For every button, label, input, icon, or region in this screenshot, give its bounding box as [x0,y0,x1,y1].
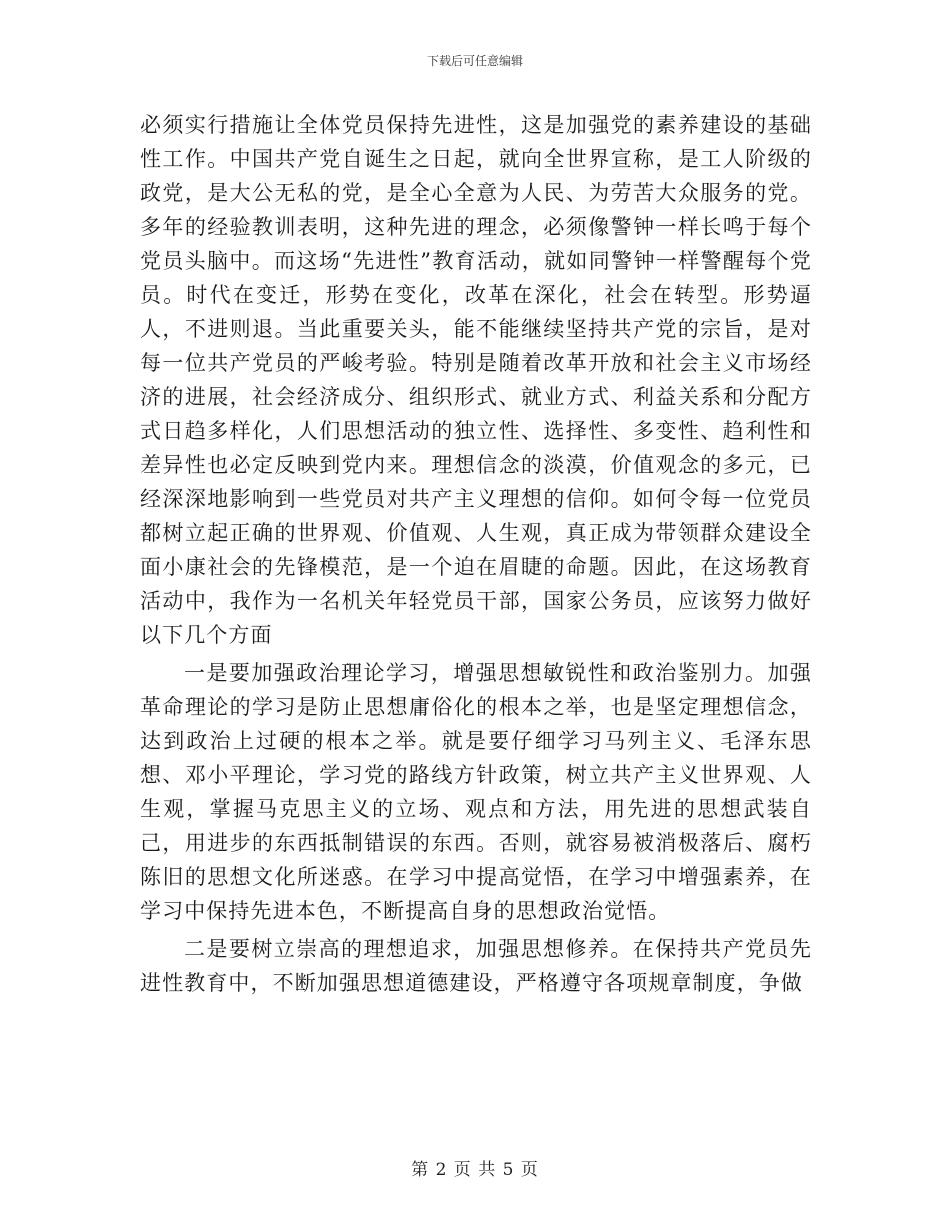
document-body [140,108,812,1000]
paragraph-point-two: 二是要树立崇高的理想追求，加强思想修养。在保持共产党员先进性教育中，不断加强思想道德建设，严格遵守各项规章制度，争做 [140,937,812,995]
page-number-footer: 第 2 页 共 5 页 [411,1160,539,1180]
paragraph-intro: 必须实行措施让全体党员保持先进性，这是加强党的素养建设的基础性工作。中国共产党自诞生之日起，就向全世界宣称，是工人阶级的政党，是大公无私的党，是全心全意为人民、为劳苦大众服务的党。多年的经验教训表明，这种先进的理念，必须像警钟一样长鸣于每个党员头脑中。而这场“先进性”教育活动，就如同警钟一样警醒每个党员。时代在变迁，形势在变化，改革在深化，社会在转型。形势逼人，不进则退。当此重要关头，能不能继续坚持共产党的宗旨，是对每一位共产党员的严峻考验。特别是随着改革开放和社会主义市场经济的进展，社会经济成分、组织形式、就业方式、利益关系和分配方式日趋多样化，人们思想活动的独立性、选择性、多变性、趋利性和差异性也必定反映到党内来。理想信念的淡漠，价值观念的多元，已经深深地影响到一些党员对共产主义理想的信仰。如何令每一位党员都树立起正确的世界观、价值观、人生观，真正成为带领群众建设全面小康社会的先锋模范，是一个迫在眉睫的命题。因此，在这场教育活动中，我作为一名机关年轻党员干部，国家公务员，应该努力做好以下几个方面 [140,113,812,647]
paragraph-point-one: 一是要加强政治理论学习，增强思想敏锐性和政治鉴别力。加强革命理论的学习是防止思想庸俗化的根本之举，也是坚定理想信念，达到政治上过硬的根本之举。就是要仔细学习马列主义、毛泽东思想、邓小平理论，学习党的路线方针政策，树立共产主义世界观、人生观，掌握马克思主义的立场、观点和方法，用先进的思想武装自己，用进步的东西抵制错误的东西。否则，就容易被消极落后、腐朽陈旧的思想文化所迷惑。在学习中提高觉悟，在学习中增强素养，在学习中保持先进本色，不断提高自身的思想政治觉悟。 [140,661,812,923]
page-header-note: 下载后可任意编辑 [426,54,523,68]
